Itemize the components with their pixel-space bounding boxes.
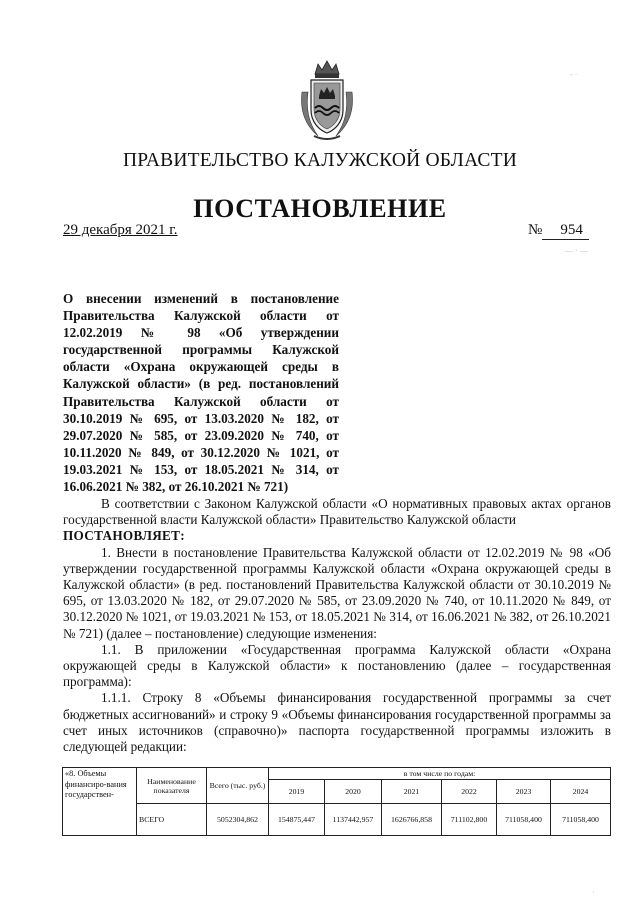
- preamble-text: В соответствии с Законом Калужской области «О нормативных правовых актах органов государственной власти Калужской области» Правительство Калужской области: [63, 496, 611, 528]
- row-label: ВСЕГО: [137, 804, 207, 836]
- paragraph-1: 1. Внести в постановление Правительства Калужской области от 12.02.2019 № 98 «Об утверждении государственной программы Калужской области «Охрана окружающей среды в Калужской области» (в ред. постановлений Правительства Калужской области от 30.10.2019 № 695, от 13.03.2020 № 182, от 29.07.2020 № 585, от 23.09.2020 № 740, от 10.11.2020 № 849, от 30.12.2020 № 1021, от 19.03.2021 № 153, от 18.05.2021 № 314, от 16.06.2021 № 382, от 26.10.2021 № 721) (далее – постановление) следующие изменения:: [63, 544, 611, 641]
- value-cell: 711102,800: [442, 804, 497, 836]
- column-header-total: Всего (тыс. руб.): [207, 768, 269, 804]
- document-body: [63, 496, 611, 755]
- document-number: [528, 222, 589, 240]
- number-value: 954: [542, 222, 589, 240]
- decree-line: [63, 528, 611, 544]
- value-cell: 711058,400: [551, 804, 611, 836]
- financing-table: [62, 767, 611, 836]
- paragraph-1-1: 1.1. В приложении «Государственная программа Калужской области «Охрана окружающей среды в Калужской области» к постановлению (далее – государственная программа):: [63, 641, 611, 690]
- year-cell: 2021: [382, 780, 442, 804]
- table-row: [63, 804, 611, 836]
- table-header-row: [63, 768, 611, 780]
- value-cell: 154875,447: [269, 804, 325, 836]
- scan-mark: — · —: [565, 246, 588, 255]
- coat-of-arms-emblem: [298, 58, 356, 142]
- value-cell: 711058,400: [497, 804, 551, 836]
- column-header-name: Наименование показателя: [137, 768, 207, 804]
- year-cell: 2020: [325, 780, 382, 804]
- organization-title: ПРАВИТЕЛЬСТВО КАЛУЖСКОЙ ОБЛАСТИ: [123, 150, 517, 171]
- paragraph-1-1-1: 1.1.1. Строку 8 «Объемы финансирования государственной программы за счет бюджетных ассигнований» и строку 9 «Объемы финансирования государственной программы за счет иных источников (справочно)» паспорта государственной программы изложить в следующей редакции:: [63, 690, 611, 755]
- document-type-heading: ПОСТАНОВЛЕНИЕ: [193, 194, 447, 223]
- value-cell: 1137442,957: [325, 804, 382, 836]
- year-cell: 2019: [269, 780, 325, 804]
- column-header-years: в том числе по годам:: [269, 768, 611, 780]
- value-cell: 1626766,858: [382, 804, 442, 836]
- year-cell: 2022: [442, 780, 497, 804]
- document-subject: О внесении изменений в постановление Правительства Калужской области от 12.02.2019 № 98 «Об утверждении государственной программы Калужской области «Охрана окружающей среды в Калужской области» (в ред. постановлений Правительства Калужской области от 30.10.2019 № 695, от 13.03.2020 № 182, от 29.07.2020 № 585, от 23.09.2020 № 740, от 10.11.2020 № 849, от 30.12.2020 № 1021, от 19.03.2021 № 153, от 18.05.2021 № 314, от 16.06.2021 № 382, от 26.10.2021 № 721): [63, 291, 339, 495]
- table-row-title: «8. Объемы финансиро-вания государствен-: [63, 768, 137, 836]
- scan-mark: ·: [592, 888, 595, 897]
- year-cell: 2024: [551, 780, 611, 804]
- document-date: 29 декабря 2021 г.: [63, 222, 178, 238]
- number-label: №: [528, 222, 543, 238]
- decree-word: ПОСТАНОВЛЯЕТ:: [63, 528, 185, 544]
- scan-mark: - ·: [570, 70, 578, 79]
- preamble-paragraph: [63, 496, 611, 528]
- year-cell: 2023: [497, 780, 551, 804]
- value-cell: 5052304,862: [207, 804, 269, 836]
